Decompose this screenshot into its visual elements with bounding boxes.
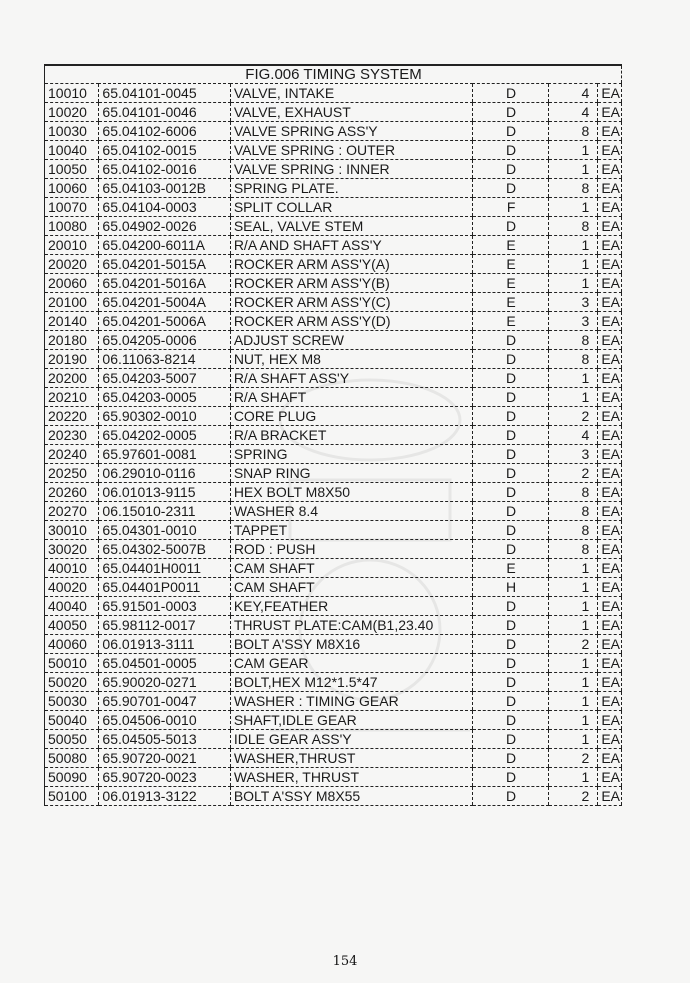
description-cell: SPLIT COLLAR [230, 198, 472, 217]
table-row [45, 331, 622, 350]
unit-cell: EA [598, 502, 622, 521]
code-cell: D [473, 388, 549, 407]
table-row [45, 84, 622, 103]
quantity-cell: 8 [549, 331, 598, 350]
quantity-cell: 4 [549, 103, 598, 122]
description-cell: SNAP RING [230, 464, 472, 483]
table-row [45, 502, 622, 521]
part-number-cell: 65.90020-0271 [99, 673, 230, 692]
description-cell: ROD : PUSH [230, 540, 472, 559]
part-number-cell: 65.04201-5004A [99, 293, 230, 312]
description-cell: ROCKER ARM ASS'Y(C) [230, 293, 472, 312]
code-cell: D [473, 84, 549, 103]
quantity-cell: 2 [549, 749, 598, 768]
quantity-cell: 4 [549, 426, 598, 445]
quantity-cell: 1 [549, 160, 598, 179]
description-cell: SHAFT,IDLE GEAR [230, 711, 472, 730]
quantity-cell: 1 [549, 388, 598, 407]
table-row [45, 236, 622, 255]
part-number-cell: 65.04203-0005 [99, 388, 230, 407]
item-number-cell: 20010 [45, 236, 99, 255]
item-number-cell: 50100 [45, 787, 99, 806]
code-cell: D [473, 103, 549, 122]
table-row [45, 122, 622, 141]
code-cell: E [473, 293, 549, 312]
part-number-cell: 65.98112-0017 [99, 616, 230, 635]
unit-cell: EA [598, 103, 622, 122]
description-cell: BOLT,HEX M12*1.5*47 [230, 673, 472, 692]
unit-cell: EA [598, 445, 622, 464]
item-number-cell: 10010 [45, 84, 99, 103]
description-cell: SEAL, VALVE STEM [230, 217, 472, 236]
item-number-cell: 20260 [45, 483, 99, 502]
part-number-cell: 65.90720-0021 [99, 749, 230, 768]
unit-cell: EA [598, 255, 622, 274]
part-number-cell: 65.04101-0046 [99, 103, 230, 122]
code-cell: D [473, 597, 549, 616]
table-row [45, 616, 622, 635]
code-cell: D [473, 331, 549, 350]
table-row [45, 445, 622, 464]
description-cell: BOLT A'SSY M8X16 [230, 635, 472, 654]
quantity-cell: 8 [549, 540, 598, 559]
item-number-cell: 20240 [45, 445, 99, 464]
parts-rows [45, 84, 622, 806]
table-row [45, 217, 622, 236]
item-number-cell: 20230 [45, 426, 99, 445]
item-number-cell: 50020 [45, 673, 99, 692]
part-number-cell: 65.04902-0026 [99, 217, 230, 236]
part-number-cell: 65.04506-0010 [99, 711, 230, 730]
part-number-cell: 65.97601-0081 [99, 445, 230, 464]
code-cell: E [473, 255, 549, 274]
unit-cell: EA [598, 388, 622, 407]
description-cell: CAM SHAFT [230, 578, 472, 597]
item-number-cell: 50030 [45, 692, 99, 711]
code-cell: D [473, 616, 549, 635]
quantity-cell: 4 [549, 84, 598, 103]
description-cell: BOLT A'SSY M8X55 [230, 787, 472, 806]
quantity-cell: 8 [549, 350, 598, 369]
part-number-cell: 65.04101-0045 [99, 84, 230, 103]
table-row [45, 388, 622, 407]
part-number-cell: 06.11063-8214 [99, 350, 230, 369]
item-number-cell: 40020 [45, 578, 99, 597]
table-row [45, 540, 622, 559]
unit-cell: EA [598, 369, 622, 388]
quantity-cell: 8 [549, 521, 598, 540]
table-row [45, 673, 622, 692]
table-row [45, 312, 622, 331]
unit-cell: EA [598, 711, 622, 730]
item-number-cell: 10080 [45, 217, 99, 236]
unit-cell: EA [598, 236, 622, 255]
quantity-cell: 2 [549, 635, 598, 654]
table-row [45, 635, 622, 654]
unit-cell: EA [598, 293, 622, 312]
description-cell: WASHER 8.4 [230, 502, 472, 521]
description-cell: SPRING PLATE. [230, 179, 472, 198]
unit-cell: EA [598, 331, 622, 350]
quantity-cell: 1 [549, 673, 598, 692]
unit-cell: EA [598, 616, 622, 635]
code-cell: D [473, 540, 549, 559]
item-number-cell: 20220 [45, 407, 99, 426]
part-number-cell: 65.04201-5006A [99, 312, 230, 331]
table-row [45, 141, 622, 160]
item-number-cell: 10040 [45, 141, 99, 160]
description-cell: CAM GEAR [230, 654, 472, 673]
code-cell: D [473, 160, 549, 179]
code-cell: D [473, 521, 549, 540]
part-number-cell: 65.04102-6006 [99, 122, 230, 141]
unit-cell: EA [598, 787, 622, 806]
code-cell: D [473, 692, 549, 711]
code-cell: H [473, 578, 549, 597]
description-cell: VALVE, EXHAUST [230, 103, 472, 122]
unit-cell: EA [598, 673, 622, 692]
description-cell: HEX BOLT M8X50 [230, 483, 472, 502]
code-cell: D [473, 350, 549, 369]
item-number-cell: 50090 [45, 768, 99, 787]
quantity-cell: 2 [549, 407, 598, 426]
unit-cell: EA [598, 483, 622, 502]
quantity-cell: 8 [549, 502, 598, 521]
description-cell: NUT, HEX M8 [230, 350, 472, 369]
quantity-cell: 1 [549, 559, 598, 578]
item-number-cell: 40040 [45, 597, 99, 616]
part-number-cell: 65.90720-0023 [99, 768, 230, 787]
part-number-cell: 65.04201-5015A [99, 255, 230, 274]
description-cell: CAM SHAFT [230, 559, 472, 578]
description-cell: WASHER,THRUST [230, 749, 472, 768]
unit-cell: EA [598, 350, 622, 369]
part-number-cell: 06.15010-2311 [99, 502, 230, 521]
unit-cell: EA [598, 198, 622, 217]
part-number-cell: 65.04302-5007B [99, 540, 230, 559]
part-number-cell: 65.04401H0011 [99, 559, 230, 578]
item-number-cell: 20210 [45, 388, 99, 407]
unit-cell: EA [598, 559, 622, 578]
table-row [45, 179, 622, 198]
table-row [45, 103, 622, 122]
table-row [45, 350, 622, 369]
quantity-cell: 8 [549, 483, 598, 502]
quantity-cell: 3 [549, 293, 598, 312]
description-cell: CORE PLUG [230, 407, 472, 426]
quantity-cell: 1 [549, 768, 598, 787]
part-number-cell: 65.04200-6011A [99, 236, 230, 255]
code-cell: D [473, 787, 549, 806]
unit-cell: EA [598, 217, 622, 236]
unit-cell: EA [598, 768, 622, 787]
item-number-cell: 30020 [45, 540, 99, 559]
code-cell: D [473, 445, 549, 464]
unit-cell: EA [598, 692, 622, 711]
description-cell: THRUST PLATE:CAM(B1,23.40 [230, 616, 472, 635]
description-cell: SPRING [230, 445, 472, 464]
part-number-cell: 06.01913-3122 [99, 787, 230, 806]
code-cell: E [473, 559, 549, 578]
item-number-cell: 30010 [45, 521, 99, 540]
part-number-cell: 65.90701-0047 [99, 692, 230, 711]
table-row [45, 597, 622, 616]
description-cell: WASHER, THRUST [230, 768, 472, 787]
unit-cell: EA [598, 464, 622, 483]
part-number-cell: 06.01013-9115 [99, 483, 230, 502]
part-number-cell: 65.91501-0003 [99, 597, 230, 616]
part-number-cell: 65.04203-5007 [99, 369, 230, 388]
description-cell: R/A SHAFT [230, 388, 472, 407]
description-cell: ADJUST SCREW [230, 331, 472, 350]
code-cell: E [473, 274, 549, 293]
code-cell: D [473, 217, 549, 236]
table-row [45, 578, 622, 597]
quantity-cell: 1 [549, 141, 598, 160]
quantity-cell: 8 [549, 179, 598, 198]
part-number-cell: 65.04401P0011 [99, 578, 230, 597]
code-cell: D [473, 768, 549, 787]
code-cell: D [473, 369, 549, 388]
unit-cell: EA [598, 179, 622, 198]
part-number-cell: 65.04205-0006 [99, 331, 230, 350]
unit-cell: EA [598, 84, 622, 103]
part-number-cell: 65.04501-0005 [99, 654, 230, 673]
code-cell: D [473, 654, 549, 673]
part-number-cell: 65.04104-0003 [99, 198, 230, 217]
item-number-cell: 20190 [45, 350, 99, 369]
unit-cell: EA [598, 578, 622, 597]
table-row [45, 483, 622, 502]
table-row [45, 274, 622, 293]
unit-cell: EA [598, 407, 622, 426]
code-cell: D [473, 141, 549, 160]
description-cell: ROCKER ARM ASS'Y(D) [230, 312, 472, 331]
quantity-cell: 1 [549, 597, 598, 616]
code-cell: D [473, 502, 549, 521]
page-number: 154 [332, 954, 358, 969]
table-row [45, 426, 622, 445]
part-number-cell: 65.90302-0010 [99, 407, 230, 426]
unit-cell: EA [598, 160, 622, 179]
code-cell: D [473, 730, 549, 749]
unit-cell: EA [598, 540, 622, 559]
description-cell: VALVE SPRING : INNER [230, 160, 472, 179]
part-number-cell: 65.04301-0010 [99, 521, 230, 540]
description-cell: ROCKER ARM ASS'Y(B) [230, 274, 472, 293]
item-number-cell: 20250 [45, 464, 99, 483]
part-number-cell: 65.04103-0012B [99, 179, 230, 198]
item-number-cell: 20140 [45, 312, 99, 331]
item-number-cell: 20200 [45, 369, 99, 388]
table-row [45, 768, 622, 787]
item-number-cell: 10060 [45, 179, 99, 198]
unit-cell: EA [598, 730, 622, 749]
unit-cell: EA [598, 274, 622, 293]
item-number-cell: 10020 [45, 103, 99, 122]
table-row [45, 160, 622, 179]
table-row [45, 198, 622, 217]
table-row [45, 711, 622, 730]
quantity-cell: 3 [549, 445, 598, 464]
code-cell: D [473, 711, 549, 730]
item-number-cell: 20270 [45, 502, 99, 521]
unit-cell: EA [598, 122, 622, 141]
quantity-cell: 1 [549, 711, 598, 730]
table-row [45, 692, 622, 711]
part-number-cell: 65.04202-0005 [99, 426, 230, 445]
description-cell: ROCKER ARM ASS'Y(A) [230, 255, 472, 274]
quantity-cell: 1 [549, 692, 598, 711]
item-number-cell: 50080 [45, 749, 99, 768]
quantity-cell: 1 [549, 654, 598, 673]
item-number-cell: 40050 [45, 616, 99, 635]
code-cell: D [473, 407, 549, 426]
part-number-cell: 06.29010-0116 [99, 464, 230, 483]
item-number-cell: 20060 [45, 274, 99, 293]
description-cell: R/A BRACKET [230, 426, 472, 445]
item-number-cell: 20100 [45, 293, 99, 312]
table-row [45, 787, 622, 806]
unit-cell: EA [598, 426, 622, 445]
code-cell: E [473, 236, 549, 255]
item-number-cell: 10070 [45, 198, 99, 217]
parts-list-table [44, 64, 622, 806]
quantity-cell: 1 [549, 198, 598, 217]
description-cell: VALVE SPRING ASS'Y [230, 122, 472, 141]
item-number-cell: 40060 [45, 635, 99, 654]
description-cell: VALVE SPRING : OUTER [230, 141, 472, 160]
item-number-cell: 10050 [45, 160, 99, 179]
table-row [45, 521, 622, 540]
item-number-cell: 20020 [45, 255, 99, 274]
item-number-cell: 40010 [45, 559, 99, 578]
table-row [45, 464, 622, 483]
unit-cell: EA [598, 141, 622, 160]
table-row [45, 654, 622, 673]
part-number-cell: 65.04102-0016 [99, 160, 230, 179]
item-number-cell: 50010 [45, 654, 99, 673]
description-cell: IDLE GEAR ASS'Y [230, 730, 472, 749]
description-cell: KEY,FEATHER [230, 597, 472, 616]
unit-cell: EA [598, 654, 622, 673]
code-cell: D [473, 122, 549, 141]
description-cell: WASHER : TIMING GEAR [230, 692, 472, 711]
unit-cell: EA [598, 749, 622, 768]
item-number-cell: 10030 [45, 122, 99, 141]
quantity-cell: 2 [549, 464, 598, 483]
table-title-row [45, 65, 622, 84]
table-row [45, 730, 622, 749]
code-cell: D [473, 749, 549, 768]
quantity-cell: 8 [549, 217, 598, 236]
quantity-cell: 8 [549, 122, 598, 141]
code-cell: D [473, 673, 549, 692]
item-number-cell: 20180 [45, 331, 99, 350]
part-number-cell: 65.04505-5013 [99, 730, 230, 749]
quantity-cell: 1 [549, 730, 598, 749]
part-number-cell: 65.04102-0015 [99, 141, 230, 160]
code-cell: F [473, 198, 549, 217]
code-cell: E [473, 312, 549, 331]
quantity-cell: 1 [549, 578, 598, 597]
quantity-cell: 1 [549, 274, 598, 293]
table-row [45, 293, 622, 312]
table-row [45, 369, 622, 388]
table-row [45, 255, 622, 274]
unit-cell: EA [598, 312, 622, 331]
description-cell: R/A SHAFT ASS'Y [230, 369, 472, 388]
part-number-cell: 06.01913-3111 [99, 635, 230, 654]
table-row [45, 749, 622, 768]
item-number-cell: 50050 [45, 730, 99, 749]
code-cell: D [473, 483, 549, 502]
table-row [45, 559, 622, 578]
unit-cell: EA [598, 521, 622, 540]
description-cell: TAPPET [230, 521, 472, 540]
code-cell: D [473, 179, 549, 198]
unit-cell: EA [598, 597, 622, 616]
code-cell: D [473, 464, 549, 483]
quantity-cell: 3 [549, 312, 598, 331]
part-number-cell: 65.04201-5016A [99, 274, 230, 293]
figure-title: FIG.006 TIMING SYSTEM [45, 65, 622, 84]
code-cell: D [473, 635, 549, 654]
code-cell: D [473, 426, 549, 445]
quantity-cell: 2 [549, 787, 598, 806]
table-row [45, 407, 622, 426]
quantity-cell: 1 [549, 255, 598, 274]
description-cell: R/A AND SHAFT ASS'Y [230, 236, 472, 255]
quantity-cell: 1 [549, 616, 598, 635]
quantity-cell: 1 [549, 369, 598, 388]
item-number-cell: 50040 [45, 711, 99, 730]
quantity-cell: 1 [549, 236, 598, 255]
description-cell: VALVE, INTAKE [230, 84, 472, 103]
unit-cell: EA [598, 635, 622, 654]
